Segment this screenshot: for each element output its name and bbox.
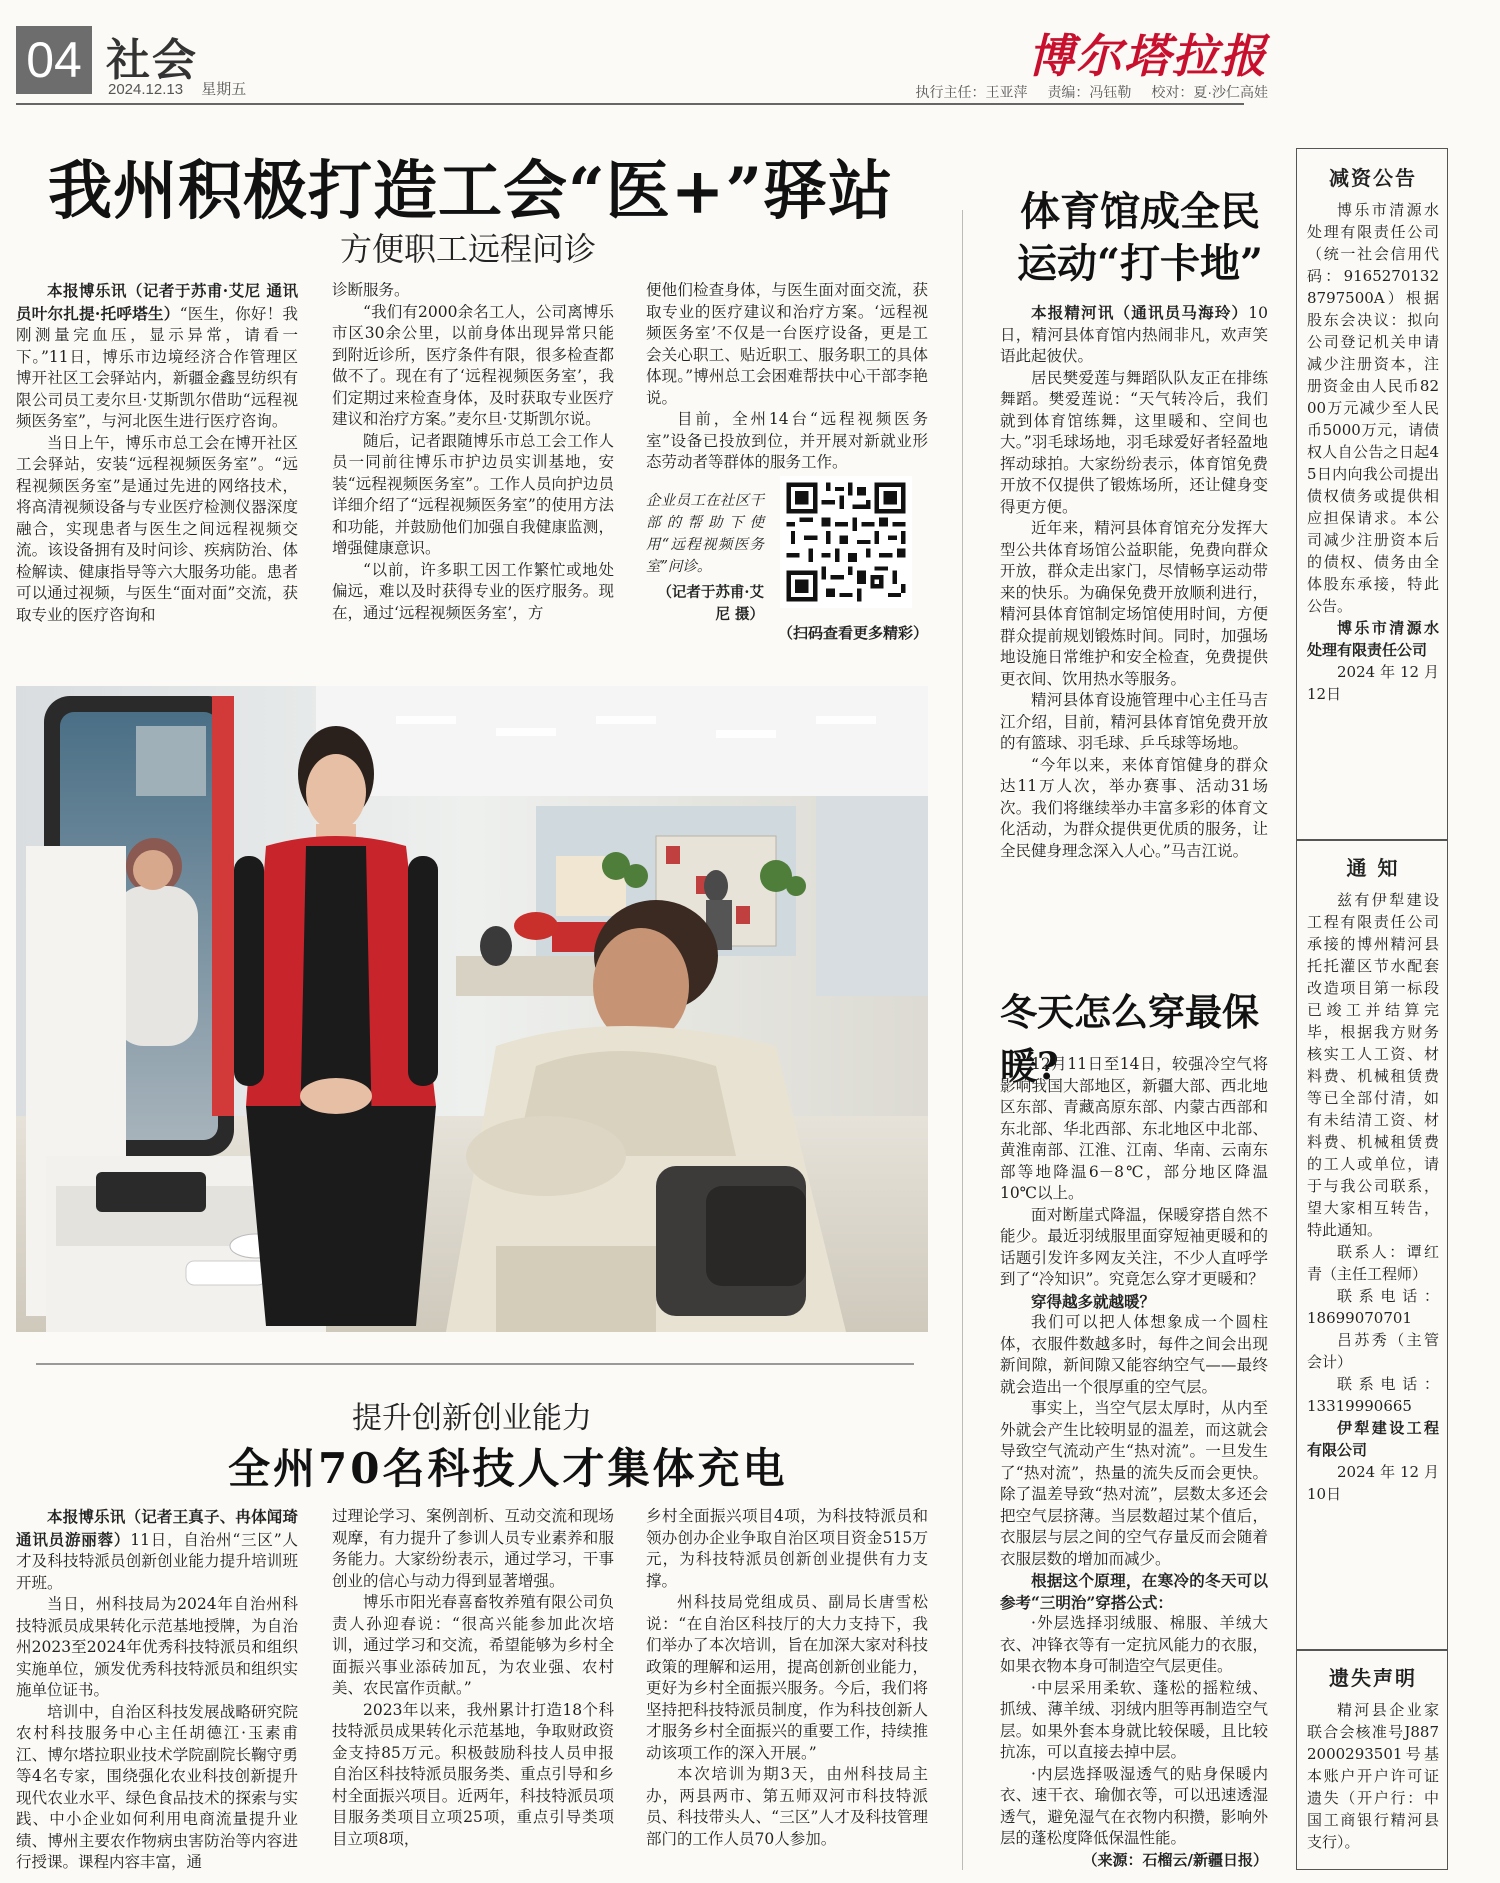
winter-tip: ·内层选择吸湿透气的贴身保暖内衣、速干衣、瑜伽衣等，可以迅速透湿透气，避免湿气在衣物内积攒，影响外层的蓬松度降低保温性能。	[1000, 1764, 1268, 1847]
lead-paragraph: 当日上午，博乐市总工会在博开社区工会驿站，安装“远程视频医务室”。“远程视频医务室”是通过先进的网络技术，将高清视频设备与专业医疗检测仪器深度融合，实现患者与医生之间远程视频交流。该设备拥有及时问诊、疾病防治、体检解读、健康指导等六大服务功能。患者可以通过视频，与医生“面对面”交流，获取专业的医疗咨询和	[16, 433, 298, 624]
notice-separator	[1297, 839, 1447, 841]
winter-subhead: 穿得越多就越暖？	[1031, 1291, 1156, 1311]
lead-subheadline: 方便职工远程问诊	[340, 230, 597, 268]
editor: 执行主任：王亚萍	[915, 84, 1028, 100]
second-paragraph: 本次培训为期3天，由州科技局主办，两县两市、第五师双河市科技特派员、科技带头人、“三区”人才及科技管理部门的工作人员70人参加。	[646, 1765, 928, 1848]
second-column-1	[16, 1506, 298, 1874]
second-column-3	[646, 1506, 928, 1850]
section-divider	[36, 1363, 914, 1365]
notice-title: 减资公告	[1329, 166, 1417, 190]
sports-paragraph: 近年来，精河县体育馆充分发挥大型公共体育场馆公益职能，免费向群众开放，群众走出家门，尽情畅享运动带来的快乐。为确保免费开放顺利进行，精河县体育馆制定场馆使用时间，方便群众提前规划锻炼时间。同时，加强场地设施日常维护和安全检查，免费提供更衣间、饮用热水等服务。	[1000, 519, 1268, 688]
winter-paragraph: 面对断崖式降温，保暖穿搭自然不能少。最近羽绒服里面穿短袖更暖和的话题引发许多网友关注，不少人直呼学到了“冷知识”。究竟怎么穿才更暖和？	[1000, 1205, 1268, 1288]
notice-capital-reduction	[1297, 163, 1449, 705]
lead-paragraph: 诊断服务。	[332, 281, 410, 299]
lead-paragraph: “以前，许多职工因工作繁忙或地处偏远，难以及时获得专业的医疗服务。现在，通过‘远程视频医务室’，方	[332, 560, 614, 622]
notice-contact: 吕苏秀（主管会计）	[1307, 1331, 1439, 1371]
proofreader: 校对：夏·沙仁高娃	[1151, 84, 1268, 100]
notice-signature: 伊犁建设工程有限公司	[1307, 1419, 1439, 1459]
section-title: 社会	[106, 35, 198, 86]
notice-separator	[1297, 1649, 1447, 1651]
winter-tip: ·中层采用柔软、蓬松的摇粒绒、抓绒、薄羊绒、羽绒内胆等再制造空气层。如果外套本身就比较保暖，且比较抗冻，可以直接去掉中层。	[1000, 1678, 1268, 1761]
winter-paragraph: 事实上，当空气层太厚时，从内至外就会产生比较明显的温差，而这就会导致空气流动产生“热对流”。一旦发生了“热对流”，热量的流失反而会更快。除了温差导致“热对流”，层数太多还会把空气层挤薄。当层数超过某个值后，衣服层与层之间的空气存量反而会随着衣服层数的增加而减少。	[1000, 1399, 1268, 1568]
issue-date: 2024.12.13	[108, 81, 184, 98]
issue-weekday: 星期五	[201, 81, 247, 98]
sports-byline: 本报精河讯（通讯员马海玲）	[1031, 303, 1249, 322]
second-paragraph: 当日，州科技局为2024年自治州科技特派员成果转化示范基地授牌，为自治州2023至2024年优秀科技特派员和组织实施单位，颁发优秀科技特派员和组织实施单位证书。	[16, 1595, 298, 1699]
second-paragraph: 11日，自治州“三区”人才及科技特派员创新创业能力提升培训班开班。	[16, 1530, 298, 1592]
sports-paragraph: “今年以来，来体育馆健身的群众达11万人次，举办赛事、活动31场次。我们将继续举办丰富多彩的体育文化活动，为群众提供更优质的服务，让全民健身理念深入人心。”马吉江说。	[1000, 755, 1268, 860]
second-paragraph: 州科技局党组成员、副局长唐雪松说：“在自治区科技厅的大力支持下，我们举办了本次培训，旨在加深大家对科技政策的理解和运用，提高创新创业能力，更好为乡村全面振兴服务。今后，我们将坚持把科技特派员制度，作为科技创新人才服务乡村全面振兴的重要工作，持续推动该项工作的深入开展。”	[646, 1593, 928, 1762]
notice-phone: 联系电话：18699070701	[1307, 1287, 1439, 1327]
lead-column-2	[332, 280, 614, 624]
chief-editor: 责编：冯钰勒	[1047, 84, 1132, 100]
newspaper-logo: 博尔塔拉报	[1028, 29, 1268, 83]
column-rule	[962, 210, 963, 1870]
page-number: 04	[16, 26, 92, 94]
second-paragraph: 博乐市阳光春喜畜牧养殖有限公司负责人孙迎春说：“很高兴能参加此次培训，通过学习和交流，希望能够为乡村全面振兴事业添砖加瓦，为农业强、农村美、农民富作贡献。”	[332, 1593, 614, 1697]
notice-signature: 博乐市清源水处理有限责任公司	[1307, 619, 1439, 659]
notice-date: 2024年12月12日	[1307, 663, 1439, 703]
qr-caption: （扫码查看更多精彩）	[778, 625, 929, 642]
editor-credits	[900, 82, 1268, 102]
sports-column	[1000, 302, 1268, 862]
sports-paragraph: 精河县体育设施管理中心主任马吉江介绍，目前，精河县体育馆免费开放的有篮球、羽毛球、乒乓球等场地。	[1000, 691, 1268, 752]
sports-paragraph: 居民樊爱莲与舞蹈队队友正在排练舞蹈。樊爱莲说：“天气转冷后，我们就到体育馆练舞，这里暖和、空间也大。”羽毛球场地，羽毛球爱好者轻盈地挥动球拍。大家纷纷表示，体育馆免费开放不仅提供了锻炼场所，还让健身变得更方便。	[1000, 368, 1268, 516]
lead-paragraph: 目前，全州14台“远程视频医务室”设备已投放到位，并开展对新就业形态劳动者等群体的服务工作。	[646, 410, 928, 471]
winter-column	[1000, 1054, 1268, 1871]
news-photo	[16, 686, 928, 1332]
notice-column	[1296, 148, 1448, 1870]
sports-paragraph: 10日，精河县体育馆内热闹非凡，欢声笑语此起彼伏。	[1000, 304, 1268, 365]
second-headline: 全州70名科技人才集体充电	[228, 1444, 788, 1493]
lead-paragraph: “我们有2000余名工人，公司离博乐市区30余公里，以前身体出现异常只能到附近诊所，医疗条件有限，很多检查都做不了。现在有了‘远程视频医务室’，我们定期过来检查身体，及时获取专业医疗建议和治疗方案。”麦尔旦·艾斯凯尔说。	[332, 302, 614, 428]
notice-lost-statement	[1297, 1663, 1449, 1853]
notice-body: 精河县企业家联合会核准号J8872000293501号基本账户开户许可证遗失（开户行：中国工商银行精河县支行）。	[1307, 1701, 1439, 1851]
lead-column-1	[16, 280, 298, 626]
notice-title: 通 知	[1346, 856, 1400, 880]
qr-section	[646, 476, 929, 646]
sports-headline: 体育馆成全民 运动“打卡地”	[1016, 188, 1263, 287]
lead-paragraph: “医生，你好！我刚测量完血压，显示异常，请看一下。”11日，博乐市边境经济合作管理区博开社区工会驿站内，新疆金鑫昱纺织有限公司员工麦尔旦·艾斯凯尔借助“远程视频医务室”，与河北医生进行医疗咨询。	[16, 304, 298, 430]
lead-paragraph: 随后，记者跟随博乐市总工会工作人员一同前往博乐市护边员实训基地，安装“远程视频医务室”。工作人员向护边员详细介绍了“远程视频医务室”的使用方法和功能，并鼓励他们加强自我健康监测，增强健康意识。	[332, 431, 614, 557]
winter-tip: ·外层选择羽绒服、棉服、羊绒大衣、冲锋衣等有一定抗风能力的衣服，如果衣物本身可制造空气层更佳。	[1000, 1614, 1268, 1675]
lead-headline: 我州积极打造工会“医+”驿站	[48, 154, 894, 229]
winter-paragraph: 12月11日至14日，较强冷空气将影响我国大部地区，新疆大部、西北地区东部、青藏高原东部、内蒙古西部和东北部、华北西部、东北地区中北部、黄淮南部、江淮、江南、华南、云南东部等地降温6－8℃，部分地区降温10℃以上。	[1000, 1055, 1268, 1202]
notice-date: 2024年12月10日	[1307, 1463, 1439, 1503]
second-paragraph: 培训中，自治区科技发展战略研究院农村科技服务中心主任胡德江·玉素甫江、博尔塔拉职业技术学院副院长鞠守勇等4名专家，围绕强化农业科技创新提升现代农业水平、绿色食品技术的探索与实践、中小企业如何利用电商流量提升业绩、博州主要农作物病虫害防治等内容进行授课。课程内容丰富，通	[16, 1702, 298, 1871]
photo-credit: （记者于苏甫·艾尼 摄）	[657, 584, 764, 623]
notice-title: 遗失声明	[1329, 1666, 1417, 1690]
second-column-2	[332, 1506, 614, 1850]
notice-phone: 联系电话：13319990665	[1307, 1375, 1439, 1415]
winter-headline: 冬天怎么穿最保暖?	[1000, 990, 1259, 1088]
second-byline: 本报博乐讯（记者王真子、冉体闻琦 通讯员游丽蓉）	[16, 1507, 298, 1549]
second-subheadline: 提升创新创业能力	[352, 1401, 592, 1436]
notice-body: 兹有伊犁建设工程有限责任公司承接的博州精河县托托灌区节水配套改造项目第一标段已竣工并结算完毕，根据我方财务核实工人工资、材料费、机械租赁费等已全部付清，如有未结清工资、材料费、机械租赁费的工人或单位，请于与我公司联系，望大家相互转告，特此通知。	[1307, 891, 1439, 1239]
photo-caption: 企业员工在社区干部的帮助下使用“远程视频医务室”问诊。 （记者于苏甫·艾尼 摄）	[646, 490, 764, 626]
second-paragraph: 乡村全面振兴项目4项，为科技特派员和领办创办企业争取自治区项目资金515万元，为科技特派员创新创业提供有力支撑。	[646, 1507, 928, 1590]
lead-paragraph: 便他们检查身体，与医生面对面交流，获取专业的医疗建议和治疗方案。‘远程视频医务室’不仅是一台医疗设备，更是工会关心职工、贴近职工、服务职工的具体体现。”博州总工会困难帮扶中心干部李艳说。	[646, 281, 928, 407]
second-paragraph: 过理论学习、案例剖析、互动交流和现场观摩，有力提升了参训人员专业素养和服务能力。大家纷纷表示，通过学习，干事创业的信心与动力得到显著增强。	[332, 1507, 614, 1590]
qr-code-icon[interactable]	[780, 476, 912, 608]
date-row	[108, 78, 260, 99]
winter-paragraph: 我们可以把人体想象成一个圆柱体，衣服件数越多时，每件之间会出现新间隙，新间隙又能容纳空气——最终就会造出一个很厚重的空气层。	[1000, 1313, 1268, 1396]
header-rule	[16, 103, 1244, 105]
second-paragraph: 2023年以来，我州累计打造18个科技特派员成果转化示范基地，争取财政资金支持85万元。积极鼓励科技人员申报自治区科技特派员服务类、重点引导和乡村全面振兴项目。近两年，科技特派员项目服务类项目立项25项，重点引导类项目立项8项，	[332, 1700, 614, 1848]
winter-subhead: 根据这个原理，在寒冷的冬天可以参考“三明治”穿搭公式：	[1000, 1571, 1268, 1612]
winter-source: （来源：石榴云/新疆日报）	[1082, 1850, 1268, 1869]
notice-body: 博乐市清源水处理有限责任公司（统一社会信用代码：91652701328797500A）根据股东会决议：拟向公司登记机关申请减少注册资本，注册资金由人民币8200万元减少至人民币5000万元，请债权人自公告之日起45日内向我公司提出债权债务或提供相应担保请求。本公司减少注册资本后的债权、债务由全体股东承接，特此公告。	[1307, 201, 1439, 615]
notice-settlement	[1297, 853, 1449, 1505]
lead-byline: 本报博乐讯（记者于苏甫·艾尼 通讯员叶尔扎提·托呼塔生）	[16, 281, 298, 323]
notice-contact: 联系人：谭红青（主任工程师）	[1307, 1243, 1439, 1283]
lead-column-3	[646, 280, 928, 474]
